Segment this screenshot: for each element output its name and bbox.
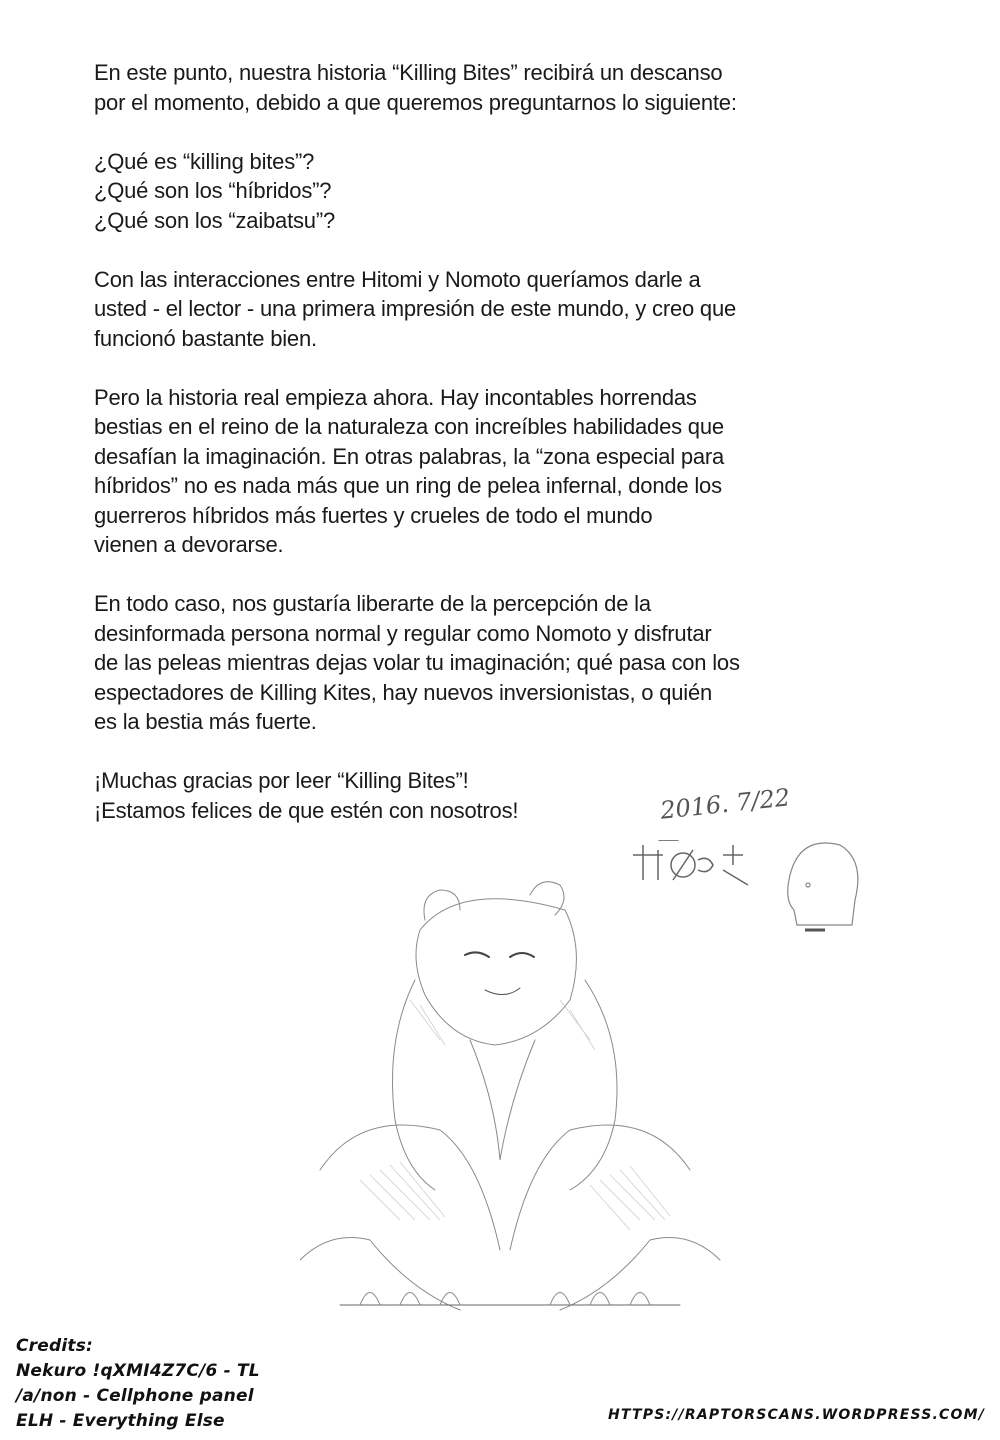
credit-entry: /a/non - Cellphone panel (16, 1386, 254, 1406)
text-line: funcionó bastante bien. (94, 325, 317, 351)
text-line: desafían la imaginación. En otras palabras, la “zona especial para (94, 443, 725, 469)
scanlator-url: HTTPS://RAPTORSCANS.WORDPRESS.COM/ (608, 1407, 986, 1423)
doodle-face (788, 843, 858, 930)
text-line: Con las interacciones entre Hitomi y Nomoto queríamos darle a (94, 266, 701, 292)
character-figure (300, 882, 720, 1310)
text-line: espectadores de Killing Kites, hay nuevos inversionistas, o quién (94, 679, 713, 705)
text-line: ¡Muchas gracias por leer “Killing Bites”! (94, 768, 469, 793)
credit-entry: ELH - Everything Else (16, 1411, 225, 1431)
text-line: bestias en el reino de la naturaleza con increíbles habilidades que (94, 414, 724, 439)
text-line: de las peleas mientras dejas volar tu imaginación; qué pasa con los (94, 650, 740, 675)
text-line: por el momento, debido a que queremos preguntarnos lo siguiente: (94, 89, 737, 115)
text-line: es la bestia más fuerte. (94, 709, 317, 734)
text-line: ¿Qué es “killing bites”? (94, 148, 315, 174)
hatching (360, 1000, 670, 1230)
text-line: ¿Qué son los “zaibatsu”? (94, 207, 335, 233)
text-line: En todo caso, nos gustaría liberarte de la percepción de la (94, 591, 651, 616)
text-line: Pero la historia real empieza ahora. Hay incontables horrendas (94, 384, 697, 410)
credits-block (16, 1334, 260, 1434)
paragraph-5 (94, 589, 834, 737)
paragraph-1 (94, 58, 834, 117)
text-line: En este punto, nuestra historia “Killing Bites” recibirá un descanso (94, 60, 723, 85)
credits-title: Credits: (16, 1336, 94, 1356)
text-line: usted - el lector - una primera impresión de este mundo, y creo que (94, 296, 737, 321)
text-line: guerreros híbridos más fuertes y crueles de todo el mundo (94, 502, 653, 528)
paragraph-4 (94, 383, 834, 560)
sketch-illustration (300, 840, 890, 1330)
text-line: desinformada persona normal y regular como Nomoto y disfrutar (94, 620, 712, 646)
signature-icon (628, 840, 758, 890)
credit-entry: Nekuro !qXMI4Z7C/6 - TL (16, 1361, 260, 1381)
paragraph-questions (94, 147, 834, 236)
text-line: vienen a devorarse. (94, 532, 284, 557)
text-line: híbridos” no es nada más que un ring de pelea infernal, donde los (94, 473, 722, 498)
text-line: ¿Qué son los “híbridos”? (94, 178, 332, 203)
signature-scribble (628, 840, 758, 890)
signature-date: 2016. 7/22 (658, 783, 792, 825)
afterword-text (94, 58, 834, 855)
paragraph-3 (94, 265, 834, 354)
text-line: ¡Estamos felices de que estén con nosotros! (94, 797, 519, 823)
